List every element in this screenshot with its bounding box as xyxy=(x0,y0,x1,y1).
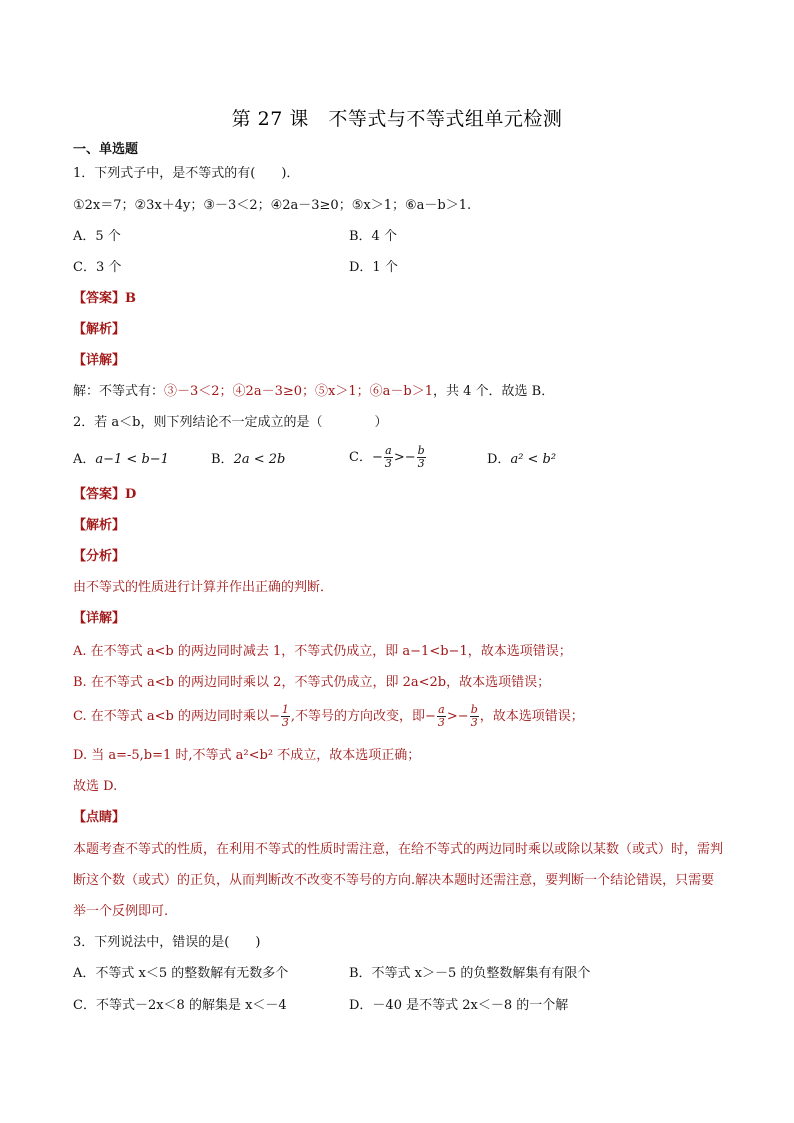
detail-c-post: ，故本选项错误； xyxy=(479,709,584,724)
page-title: 第 27 课 不等式与不等式组单元检测 xyxy=(231,108,563,130)
q2-detail-b: B. 在不等式 a<b 的两边同时乘以 2，不等式仍成立，即 2a<2b，故本选项错误； xyxy=(73,675,551,690)
q1-answer xyxy=(73,291,136,307)
q2-answer xyxy=(73,487,136,503)
q1-option-d: D．1 个 xyxy=(349,260,398,275)
q2-conclusion: 故选 D. xyxy=(73,779,118,794)
q2-dianjing-label: 【点睛】 xyxy=(73,810,126,825)
option-label: D． xyxy=(487,452,511,467)
q1-formulas: ①2x＝7；②3x＋4y；③－3＜2；④2a－3≥0；⑤x＞1；⑥a－b＞1. xyxy=(73,198,472,213)
solution-items: ③－3＜2；④2a－3≥0；⑤x＞1；⑥a－b＞1 xyxy=(164,384,433,399)
answer-value: B xyxy=(125,291,137,306)
section-heading: 一、单选题 xyxy=(73,142,139,157)
q1-option-b: B．4 个 xyxy=(349,229,397,244)
q2-detail-a: A. 在不等式 a<b 的两边同时减去 1，不等式仍成立，即 a−1<b−1，故本选项错误； xyxy=(73,644,572,659)
solution-suffix: ，共 4 个．故选 B． xyxy=(432,384,555,399)
q2-analysis-label: 【解析】 xyxy=(73,518,126,533)
q3-option-b: B．不等式 x＞－5 的负整数解集有有限个 xyxy=(349,966,591,981)
q3-option-a: A．不等式 x＜5 的整数解有无数多个 xyxy=(73,966,289,981)
answer-label: 【答案】 xyxy=(73,291,126,306)
q2-detail-c: C. 在不等式 a<b 的两边同时乘以− $\frac{1}{3}$ ,不等号的方向改变，即− $\frac{a}{3}$ >− $\frac{b}{3}$ ，故本选项错误； xyxy=(73,703,584,729)
q2-fenxi-text: 由不等式的性质进行计算并作出正确的判断． xyxy=(73,580,334,595)
fraction-b-over-3: $\frac{b}{3}$ xyxy=(417,444,425,470)
q2-option-a xyxy=(73,452,169,468)
q2-option-b xyxy=(211,452,285,468)
q2-option-c: C．− $\frac{a}{3}$ >− $\frac{b}{3}$ xyxy=(349,444,425,470)
q3-stem: 3．下列说法中，错误的是( ) xyxy=(73,935,261,950)
q1-solution xyxy=(73,384,554,400)
fraction-a-over-3: $\frac{a}{3}$ xyxy=(437,703,445,729)
q2-stem: 2．若 a＜b，则下列结论不一定成立的是（ ） xyxy=(73,415,388,430)
answer-value: D xyxy=(125,487,137,502)
q2-fenxi-label: 【分析】 xyxy=(73,549,126,564)
option-expression: 2a < 2b xyxy=(233,452,286,467)
fraction-b-over-3: $\frac{b}{3}$ xyxy=(470,703,478,729)
q1-option-c: C．3 个 xyxy=(73,260,122,275)
q1-detail-label: 【详解】 xyxy=(73,353,126,368)
detail-c-pre: C. 在不等式 a<b 的两边同时乘以− xyxy=(73,709,280,724)
q3-option-c: C．不等式－2x＜8 的解集是 x＜－4 xyxy=(73,998,287,1013)
q2-option-d xyxy=(487,452,556,468)
solution-prefix: 解：不等式有： xyxy=(73,384,165,399)
fraction-one-third: $\frac{1}{3}$ xyxy=(281,703,289,729)
option-label: B． xyxy=(211,452,234,467)
detail-c-mid: ,不等号的方向改变，即− xyxy=(290,709,436,724)
q1-option-a: A．5 个 xyxy=(73,229,121,244)
q2-dianjing-text: 本题考查不等式的性质，在利用不等式的性质时需注意，在给不等式的两边同时乘以或除以某数（或式）时，需判断这个数（或式）的正负，从而判断改不改变不等号的方向.解决本题时还需注意，要判断一个结论错误，只需要举一个反例即可. xyxy=(73,842,724,919)
q2-detail-label: 【详解】 xyxy=(73,611,126,626)
q2-detail-d: D. 当 a=-5,b=1 时,不等式 a²<b² 不成立，故本选项正确； xyxy=(73,748,421,763)
option-expression: a−1 < b−1 xyxy=(95,452,169,467)
option-label: C． xyxy=(349,450,372,465)
fraction-a-over-3: $\frac{a}{3}$ xyxy=(384,444,392,470)
answer-label: 【答案】 xyxy=(73,487,126,502)
q3-option-d: D．－40 是不等式 2x＜－8 的一个解 xyxy=(349,998,569,1013)
option-label: A． xyxy=(73,452,96,467)
q1-stem: 1．下列式子中，是不等式的有( )． xyxy=(73,166,300,181)
q1-analysis-label: 【解析】 xyxy=(73,322,126,337)
option-expression: a² < b² xyxy=(510,452,557,467)
